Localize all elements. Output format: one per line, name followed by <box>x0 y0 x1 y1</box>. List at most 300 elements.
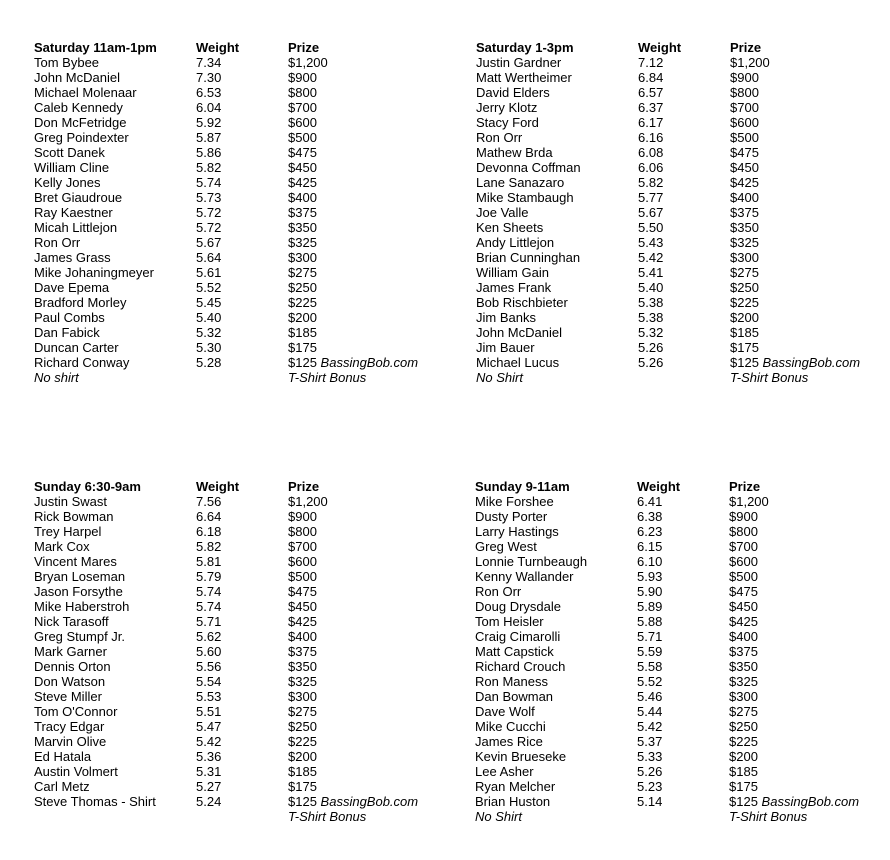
prize-amount: $700 <box>288 539 317 554</box>
bonus-note: T-Shirt Bonus <box>288 809 367 824</box>
angler-name: Matt Wertheimer <box>476 70 572 85</box>
result-row <box>475 779 890 794</box>
result-row <box>34 659 488 674</box>
prize-amount: $375 <box>729 644 758 659</box>
angler-name: Marvin Olive <box>34 734 107 749</box>
result-row <box>476 175 890 190</box>
shirt-note <box>34 809 196 824</box>
fish-weight: 6.37 <box>638 100 664 115</box>
prize-column-header: Prize <box>288 479 320 494</box>
result-row <box>34 70 488 85</box>
angler-name: Dennis Orton <box>34 659 111 674</box>
shirt-note: No Shirt <box>476 370 523 385</box>
session-title: Saturday 1-3pm <box>476 40 574 55</box>
angler-name: Ray Kaestner <box>34 205 113 220</box>
prize-with-bonus <box>288 355 488 370</box>
angler-name: Mike Stambaugh <box>476 190 574 205</box>
prize-amount: $600 <box>730 115 759 130</box>
prize-amount: $450 <box>730 160 759 175</box>
fish-weight: 5.27 <box>196 779 222 794</box>
prize-column-header: Prize <box>288 40 320 55</box>
prize-amount: $800 <box>730 85 759 100</box>
angler-name: Bob Rischbieter <box>476 295 568 310</box>
prize-amount: $700 <box>288 100 317 115</box>
result-row <box>475 494 890 509</box>
prize-amount: $185 <box>288 325 317 340</box>
prize-amount: $225 <box>288 295 317 310</box>
result-row <box>34 539 488 554</box>
result-row <box>34 509 488 524</box>
angler-name: Ken Sheets <box>476 220 544 235</box>
prize-amount: $400 <box>288 190 317 205</box>
angler-name: Dan Fabick <box>34 325 100 340</box>
result-row <box>475 524 890 539</box>
fish-weight: 5.40 <box>638 280 664 295</box>
angler-name: Ryan Melcher <box>475 779 556 794</box>
result-row <box>34 749 488 764</box>
prize-amount: $700 <box>729 539 758 554</box>
result-row <box>475 659 890 674</box>
result-row <box>475 719 890 734</box>
result-row <box>34 599 488 614</box>
empty-cell <box>638 370 730 385</box>
result-row <box>475 749 890 764</box>
fish-weight: 5.79 <box>196 569 222 584</box>
fish-weight: 5.31 <box>196 764 222 779</box>
angler-name: Greg Poindexter <box>34 130 129 145</box>
fish-weight: 5.92 <box>196 115 222 130</box>
angler-name: William Cline <box>34 160 110 175</box>
result-row <box>34 569 488 584</box>
fish-weight: 5.38 <box>638 310 664 325</box>
prize-amount: $375 <box>288 644 317 659</box>
fish-weight: 5.47 <box>196 719 222 734</box>
fish-weight: 5.23 <box>637 779 663 794</box>
fish-weight: 6.06 <box>638 160 664 175</box>
result-row <box>476 325 890 340</box>
angler-name: Devonna Coffman <box>476 160 581 175</box>
fish-weight: 5.58 <box>637 659 663 674</box>
result-row <box>34 265 488 280</box>
prize-amount: $900 <box>729 509 758 524</box>
angler-name: John McDaniel <box>34 70 120 85</box>
angler-name: Duncan Carter <box>34 340 119 355</box>
fish-weight: 5.64 <box>196 250 222 265</box>
angler-name: Jason Forsythe <box>34 584 123 599</box>
result-row <box>475 509 890 524</box>
angler-name: Kevin Brueseke <box>475 749 567 764</box>
prize-amount: $275 <box>288 704 317 719</box>
prize-amount: $225 <box>730 295 759 310</box>
angler-name: Ron Orr <box>34 235 81 250</box>
prize-amount: $125 <box>730 355 759 370</box>
prize-amount: $350 <box>730 220 759 235</box>
fish-weight: 5.41 <box>638 265 664 280</box>
fish-weight: 6.53 <box>196 85 222 100</box>
prize-amount: $425 <box>288 614 317 629</box>
prize-amount: $125 <box>729 794 758 809</box>
result-row <box>475 689 890 704</box>
weight-column-header: Weight <box>638 40 682 55</box>
weight-column-header: Weight <box>196 40 240 55</box>
angler-name: Bret Giaudroue <box>34 190 123 205</box>
angler-name: Andy Littlejon <box>476 235 555 250</box>
result-row <box>476 115 890 130</box>
prize-amount: $125 <box>288 794 317 809</box>
prize-amount: $475 <box>730 145 759 160</box>
angler-name: Brian Cunninghan <box>476 250 581 265</box>
angler-name: Michael Molenaar <box>34 85 137 100</box>
angler-name: Mike Forshee <box>475 494 554 509</box>
result-row <box>34 719 488 734</box>
prize-amount: $175 <box>288 340 317 355</box>
result-row <box>34 160 488 175</box>
prize-amount: $200 <box>730 310 759 325</box>
prize-amount: $900 <box>288 509 317 524</box>
angler-name: Greg Stumpf Jr. <box>34 629 126 644</box>
angler-name: Justin Gardner <box>476 55 562 70</box>
results-saturday-afternoon <box>476 40 890 385</box>
fish-weight: 6.15 <box>637 539 663 554</box>
angler-name: William Gain <box>476 265 549 280</box>
fish-weight: 5.43 <box>638 235 664 250</box>
results-sunday-early <box>34 479 488 824</box>
result-row <box>34 85 488 100</box>
prize-amount: $300 <box>288 250 317 265</box>
result-row <box>476 295 890 310</box>
note-row <box>34 370 488 385</box>
fish-weight: 5.52 <box>196 280 222 295</box>
fish-weight: 5.72 <box>196 205 222 220</box>
result-row <box>34 100 488 115</box>
angler-name: Matt Capstick <box>475 644 554 659</box>
result-row <box>34 704 488 719</box>
angler-name: James Rice <box>475 734 543 749</box>
angler-name: Carl Metz <box>34 779 90 794</box>
angler-name: Lee Asher <box>475 764 534 779</box>
fish-weight: 5.38 <box>638 295 664 310</box>
prize-amount: $800 <box>288 524 317 539</box>
angler-name: Steve Thomas - Shirt <box>34 794 156 809</box>
angler-name: Stacy Ford <box>476 115 539 130</box>
prize-amount: $500 <box>729 569 758 584</box>
prize-amount: $475 <box>288 584 317 599</box>
fish-weight: 5.42 <box>637 719 663 734</box>
prize-amount: $225 <box>729 734 758 749</box>
angler-name: Ron Maness <box>475 674 548 689</box>
angler-name: Larry Hastings <box>475 524 559 539</box>
angler-name: Dave Wolf <box>475 704 535 719</box>
prize-amount: $375 <box>288 205 317 220</box>
result-row <box>475 734 890 749</box>
angler-name: Mike Haberstroh <box>34 599 130 614</box>
angler-name: Tracy Edgar <box>34 719 105 734</box>
prize-amount: $350 <box>729 659 758 674</box>
prize-amount: $200 <box>729 749 758 764</box>
prize-amount: $200 <box>288 749 317 764</box>
prize-amount: $500 <box>288 130 317 145</box>
result-row <box>34 190 488 205</box>
prize-amount: $300 <box>730 250 759 265</box>
fish-weight: 6.64 <box>196 509 222 524</box>
angler-name: Bradford Morley <box>34 295 127 310</box>
fish-weight: 5.60 <box>196 644 222 659</box>
prize-amount: $450 <box>288 160 317 175</box>
fish-weight: 6.38 <box>637 509 663 524</box>
results-saturday-morning <box>34 40 488 385</box>
prize-amount: $425 <box>729 614 758 629</box>
angler-name: Mark Cox <box>34 539 90 554</box>
prize-amount: $500 <box>288 569 317 584</box>
fish-weight: 5.71 <box>637 629 663 644</box>
angler-name: James Frank <box>476 280 552 295</box>
session-title: Sunday 9-11am <box>475 479 570 494</box>
fish-weight: 5.71 <box>196 614 222 629</box>
angler-name: Tom O'Connor <box>34 704 118 719</box>
angler-name: Dan Bowman <box>475 689 554 704</box>
result-row <box>475 554 890 569</box>
result-row <box>476 190 890 205</box>
prize-with-bonus <box>730 355 890 370</box>
section-header <box>476 40 890 55</box>
prize-amount: $185 <box>729 764 758 779</box>
result-row <box>476 55 890 70</box>
fish-weight: 5.54 <box>196 674 222 689</box>
prize-amount: $600 <box>288 115 317 130</box>
angler-name: Ron Orr <box>475 584 522 599</box>
fish-weight: 5.67 <box>638 205 664 220</box>
prize-amount: $700 <box>730 100 759 115</box>
fish-weight: 5.32 <box>196 325 222 340</box>
prize-amount: $200 <box>288 310 317 325</box>
angler-name: Jerry Klotz <box>476 100 538 115</box>
fish-weight: 5.72 <box>196 220 222 235</box>
prize-amount: $500 <box>730 130 759 145</box>
bonus-site-text: BassingBob.com <box>761 794 860 809</box>
prize-amount: $475 <box>729 584 758 599</box>
bonus-note: T-Shirt Bonus <box>729 809 808 824</box>
fish-weight: 6.04 <box>196 100 222 115</box>
fish-weight: 5.74 <box>196 584 222 599</box>
prize-amount: $225 <box>288 734 317 749</box>
result-row <box>475 704 890 719</box>
fish-weight: 7.34 <box>196 55 222 70</box>
prize-amount: $325 <box>730 235 759 250</box>
shirt-note: No Shirt <box>475 809 522 824</box>
result-row <box>34 554 488 569</box>
fish-weight: 5.59 <box>637 644 663 659</box>
fish-weight: 6.23 <box>637 524 663 539</box>
fish-weight: 5.82 <box>638 175 664 190</box>
result-row <box>34 674 488 689</box>
angler-name: David Elders <box>476 85 550 100</box>
prize-amount: $175 <box>729 779 758 794</box>
results-sunday-late <box>475 479 890 824</box>
angler-name: Mike Cucchi <box>475 719 546 734</box>
result-row <box>476 250 890 265</box>
weight-column-header: Weight <box>196 479 240 494</box>
angler-name: Joe Valle <box>476 205 529 220</box>
prize-amount: $250 <box>729 719 758 734</box>
prize-amount: $1,200 <box>729 494 769 509</box>
result-row <box>476 340 890 355</box>
result-row <box>34 779 488 794</box>
prize-amount: $600 <box>729 554 758 569</box>
fish-weight: 5.14 <box>637 794 663 809</box>
fish-weight: 5.89 <box>637 599 663 614</box>
fish-weight: 5.26 <box>637 764 663 779</box>
result-row <box>475 644 890 659</box>
prize-amount: $175 <box>288 779 317 794</box>
fish-weight: 5.52 <box>637 674 663 689</box>
prize-amount: $600 <box>288 554 317 569</box>
prize-amount: $250 <box>730 280 759 295</box>
prize-amount: $185 <box>730 325 759 340</box>
prize-amount: $325 <box>288 674 317 689</box>
bonus-site-text: BassingBob.com <box>320 355 419 370</box>
result-row <box>34 205 488 220</box>
angler-name: Richard Conway <box>34 355 130 370</box>
prize-amount: $350 <box>288 220 317 235</box>
note-row <box>34 809 488 824</box>
fish-weight: 6.10 <box>637 554 663 569</box>
result-row <box>476 220 890 235</box>
empty-cell <box>637 809 729 824</box>
angler-name: Vincent Mares <box>34 554 117 569</box>
note-row <box>476 370 890 385</box>
fish-weight: 5.50 <box>638 220 664 235</box>
fish-weight: 5.74 <box>196 175 222 190</box>
result-row <box>34 250 488 265</box>
result-row <box>34 175 488 190</box>
angler-name: John McDaniel <box>476 325 562 340</box>
fish-weight: 5.56 <box>196 659 222 674</box>
result-row <box>476 205 890 220</box>
prize-with-bonus <box>729 794 890 809</box>
fish-weight: 5.51 <box>196 704 222 719</box>
result-row <box>34 55 488 70</box>
angler-name: Brian Huston <box>475 794 551 809</box>
result-row <box>34 734 488 749</box>
bonus-note: T-Shirt Bonus <box>730 370 809 385</box>
prize-with-bonus <box>288 794 488 809</box>
fish-weight: 5.62 <box>196 629 222 644</box>
prize-amount: $250 <box>288 280 317 295</box>
angler-name: Richard Crouch <box>475 659 566 674</box>
fish-weight: 5.33 <box>637 749 663 764</box>
prize-column-header: Prize <box>730 40 762 55</box>
fish-weight: 5.45 <box>196 295 222 310</box>
angler-name: Scott Danek <box>34 145 105 160</box>
fish-weight: 5.40 <box>196 310 222 325</box>
result-row <box>476 85 890 100</box>
prize-amount: $1,200 <box>288 494 328 509</box>
angler-name: Nick Tarasoff <box>34 614 109 629</box>
result-row <box>34 130 488 145</box>
angler-name: Lonnie Turnbeaugh <box>475 554 588 569</box>
fish-weight: 7.12 <box>638 55 664 70</box>
angler-name: Jim Banks <box>476 310 536 325</box>
angler-name: Jim Bauer <box>476 340 535 355</box>
fish-weight: 5.61 <box>196 265 222 280</box>
result-row <box>475 674 890 689</box>
fish-weight: 5.93 <box>637 569 663 584</box>
prize-amount: $375 <box>730 205 759 220</box>
angler-name: Kenny Wallander <box>475 569 574 584</box>
fish-weight: 5.26 <box>638 340 664 355</box>
section-header <box>475 479 890 494</box>
prize-amount: $175 <box>730 340 759 355</box>
result-row <box>476 70 890 85</box>
result-row <box>475 764 890 779</box>
prize-amount: $125 <box>288 355 317 370</box>
angler-name: Lane Sanazaro <box>476 175 565 190</box>
shirt-note: No shirt <box>34 370 79 385</box>
prize-amount: $275 <box>288 265 317 280</box>
prize-amount: $450 <box>288 599 317 614</box>
result-row <box>34 280 488 295</box>
angler-name: Justin Swast <box>34 494 107 509</box>
angler-name: Caleb Kennedy <box>34 100 123 115</box>
result-row <box>475 539 890 554</box>
result-row <box>34 310 488 325</box>
bonus-site-text: BassingBob.com <box>762 355 861 370</box>
result-row <box>34 689 488 704</box>
result-row <box>475 599 890 614</box>
result-row <box>475 584 890 599</box>
angler-name: Craig Cimarolli <box>475 629 561 644</box>
prize-amount: $450 <box>729 599 758 614</box>
result-row-last <box>476 355 890 370</box>
bonus-note: T-Shirt Bonus <box>288 370 367 385</box>
fish-weight: 5.53 <box>196 689 222 704</box>
angler-name: Paul Combs <box>34 310 105 325</box>
result-row <box>34 235 488 250</box>
fish-weight: 6.17 <box>638 115 664 130</box>
prize-amount: $275 <box>729 704 758 719</box>
prize-amount: $300 <box>288 689 317 704</box>
fish-weight: 5.87 <box>196 130 222 145</box>
fish-weight: 5.36 <box>196 749 222 764</box>
angler-name: Dave Epema <box>34 280 110 295</box>
result-row <box>34 325 488 340</box>
angler-name: Micah Littlejon <box>34 220 118 235</box>
result-row <box>476 265 890 280</box>
fish-weight: 6.18 <box>196 524 222 539</box>
angler-name: Mathew Brda <box>476 145 553 160</box>
angler-name: Rick Bowman <box>34 509 114 524</box>
fish-weight: 5.46 <box>637 689 663 704</box>
fish-weight: 5.67 <box>196 235 222 250</box>
result-row <box>34 145 488 160</box>
prize-amount: $400 <box>730 190 759 205</box>
prize-amount: $325 <box>288 235 317 250</box>
result-row <box>476 235 890 250</box>
empty-cell <box>196 809 288 824</box>
fish-weight: 6.16 <box>638 130 664 145</box>
fish-weight: 5.28 <box>196 355 222 370</box>
angler-name: Mark Garner <box>34 644 107 659</box>
angler-name: Tom Heisler <box>475 614 544 629</box>
angler-name: Austin Volmert <box>34 764 118 779</box>
fish-weight: 5.81 <box>196 554 222 569</box>
fish-weight: 5.42 <box>196 734 222 749</box>
fish-weight: 5.30 <box>196 340 222 355</box>
result-row <box>34 340 488 355</box>
result-row <box>34 644 488 659</box>
angler-name: Ron Orr <box>476 130 523 145</box>
result-row <box>34 764 488 779</box>
